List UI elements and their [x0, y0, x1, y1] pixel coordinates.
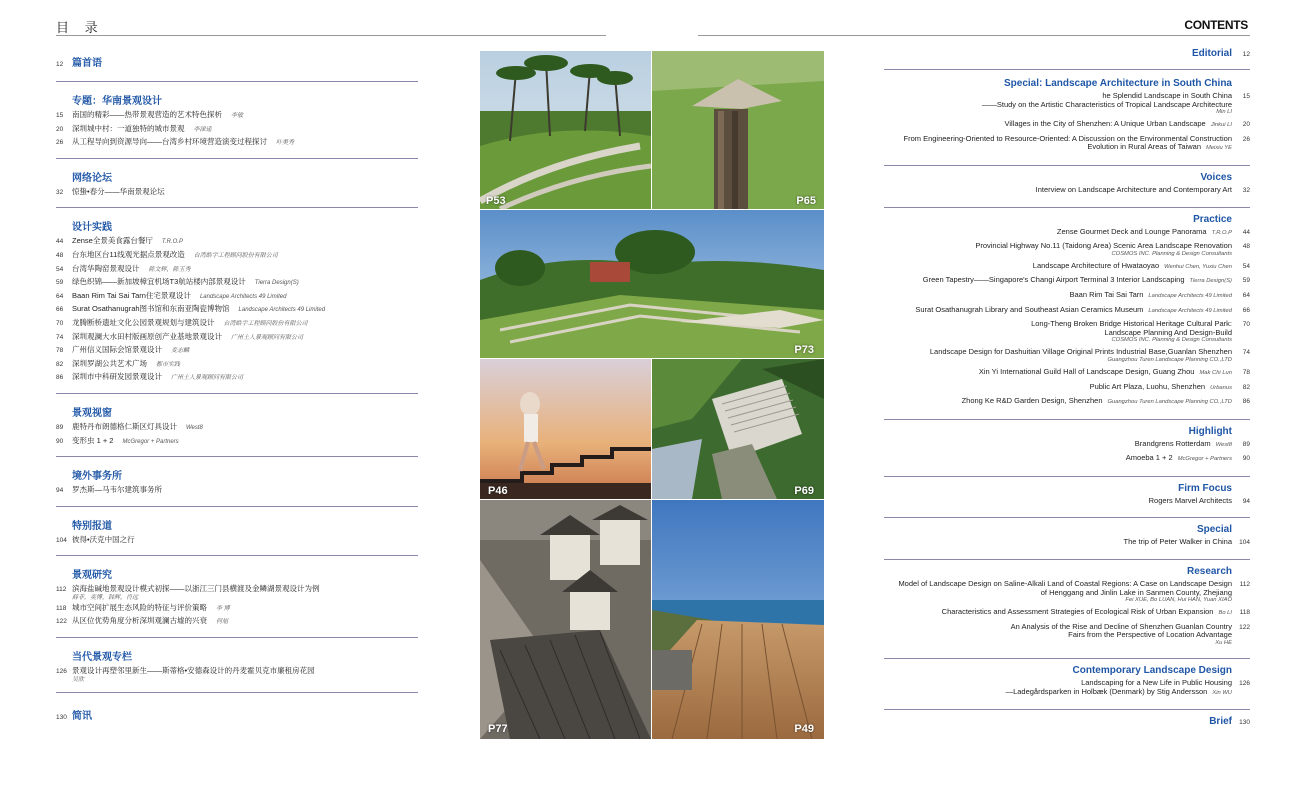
page-number: 74 — [56, 333, 64, 341]
entry-title: The trip of Peter Walker in China — [1123, 537, 1232, 547]
section-title: 景观视窗 — [72, 407, 112, 419]
page-number: 82 — [56, 360, 64, 368]
entry-title: Brandgrens Rotterdam — [1134, 438, 1211, 448]
entry-title: 从工程导向到资源导向——台湾乡村环境营造演变过程探讨 — [72, 137, 267, 147]
entry-title: 深圳城中村：一道独特的城市景观 — [72, 123, 185, 133]
page-number: 122 — [56, 618, 67, 626]
entry-author: 台湾皓宇工程顾问股份有限公司 — [193, 252, 278, 259]
entry-title-line — [1090, 383, 1232, 393]
toc-section-cn — [56, 648, 418, 693]
chinese-toc — [56, 48, 418, 734]
section-title: Firm Focus — [1178, 482, 1232, 494]
entry-title: Provincial Highway No.11 (Taidong Area) Scenic Area Landscape Renovation — [975, 241, 1232, 251]
toc-section-en — [884, 566, 1250, 659]
entry-title: —Ladegårdsparken in Holbæk (Denmark) by Stig Andersson — [1005, 686, 1208, 696]
entry-author: 吴欣 — [72, 676, 85, 683]
entry-title: Xin Yi International Guild Hall of Landscape Design, Guang Zhou — [978, 366, 1195, 376]
entry-title: Characteristics and Assessment Strategies of Ecological Risk of Urban Expansion — [941, 607, 1214, 617]
entry-title: Long-Theng Broken Bridge Historical Heritage Cultural Park: — [1031, 319, 1232, 329]
entry-author: West8 — [1215, 441, 1232, 448]
toc-entry-en — [884, 92, 1250, 115]
page-number: 15 — [1242, 93, 1250, 100]
entry-title-line — [1149, 497, 1232, 506]
page-number: 104 — [1239, 539, 1250, 547]
entry-title: Rogers Marvel Architects — [1148, 495, 1232, 505]
toc-entry-en — [884, 454, 1250, 464]
entry-title-line — [1031, 329, 1232, 338]
entry-text — [1123, 538, 1232, 547]
entry-title: 彼得•沃克中国之行 — [72, 534, 135, 544]
entry-author: COSMOS INC. Planning & Design Consultants — [1111, 250, 1232, 257]
section-title: 简讯 — [72, 710, 92, 722]
toc-entry-cn — [56, 235, 418, 249]
entry-title-line — [898, 589, 1232, 598]
section-title: Research — [1186, 566, 1232, 578]
entry-author: Meixiu YE — [1206, 145, 1232, 152]
entry-author: 广州土人景观顾问有限公司 — [231, 334, 304, 341]
entry-text — [1149, 497, 1232, 506]
toc-entry-en — [884, 120, 1250, 130]
entry-title-line — [1004, 120, 1232, 130]
section-title: 篇首语 — [72, 58, 102, 69]
toc-entry-en — [884, 306, 1250, 316]
toc-section-en — [884, 426, 1250, 477]
toc-entry-cn — [56, 421, 418, 435]
entry-text — [1036, 186, 1232, 195]
toc-entry-en — [884, 368, 1250, 378]
toc-entry-en — [884, 608, 1250, 618]
toc-entry-cn — [56, 484, 418, 498]
entry-text — [979, 368, 1232, 378]
entry-title-line — [975, 242, 1232, 251]
page-number: 15 — [56, 112, 64, 119]
entry-text — [1135, 440, 1232, 450]
header-rule-left — [56, 35, 606, 36]
entry-author: West8 — [186, 424, 203, 431]
entry-text — [962, 397, 1232, 407]
page-number: 89 — [1242, 440, 1250, 448]
toc-section-en — [884, 665, 1250, 710]
entry-title-line — [1126, 454, 1232, 464]
page-number: 64 — [56, 292, 64, 300]
photo-p73 — [480, 210, 824, 358]
page-number: 44 — [56, 238, 64, 246]
section-title: Brief — [1209, 716, 1232, 728]
entry-author: Mak Chi Lun — [1199, 369, 1232, 376]
toc-entry-en — [884, 538, 1250, 547]
entry-author: 叶美秀 — [276, 140, 295, 147]
section-title: Voices — [1200, 171, 1232, 183]
section-title: Contemporary Landscape Design — [1072, 665, 1232, 677]
page-number: 112 — [56, 586, 67, 594]
toc-entry-en — [884, 383, 1250, 393]
toc-entry-en — [884, 623, 1250, 646]
page-number: 94 — [1242, 497, 1250, 505]
photo-label: P49 — [794, 723, 814, 735]
entry-title: 深圳观澜大水田村版画原创产业基地景观设计 — [72, 331, 222, 341]
entry-author: 麦志麟 — [171, 348, 190, 355]
page-number: 32 — [56, 188, 64, 196]
entry-title: Villages in the City of Shenzhen: A Unique Urban Landscape — [1004, 119, 1206, 129]
page-number: 86 — [56, 374, 64, 382]
toc-entry-cn — [56, 109, 418, 123]
toc-entry-cn — [56, 276, 418, 290]
entry-title: From Engineering-Oriented to Resource-Oriented: A Discussion on the Environmental Construction — [903, 133, 1232, 143]
page-number: 66 — [1242, 306, 1250, 314]
entry-title: Landscape Planning And Design-Build — [1104, 327, 1232, 337]
toc-entry-cn — [56, 331, 418, 345]
photo-p65 — [652, 51, 824, 209]
photo-label: P69 — [794, 485, 814, 497]
entry-text — [915, 306, 1232, 316]
entry-author: 薛菲，奕博，韩辉，肖远 — [72, 594, 139, 601]
entry-title-line — [915, 306, 1232, 316]
entry-title: Landscape Design for Dashuitian Village Original Prints Industrial Base,Guanlan Shenzhen — [929, 347, 1232, 357]
photo-label: P73 — [794, 344, 814, 356]
entry-title: Interview on Landscape Architecture and Contemporary Art — [1035, 184, 1232, 194]
entry-author: 李津逵 — [193, 126, 212, 133]
toc-entry-en — [884, 320, 1250, 343]
entry-title: 台东地区台11线观光据点景观改造 — [72, 249, 185, 259]
entry-author: 广州土人景观顾问有限公司 — [171, 375, 244, 382]
page-number: 70 — [56, 319, 64, 327]
section-title: 设计实践 — [72, 222, 112, 234]
entry-title: 台湾华陶窑景观设计 — [72, 263, 140, 273]
entry-author: Jinkui LI — [1210, 122, 1232, 129]
toc-entry-cn — [56, 186, 418, 200]
toc-entry-cn — [56, 358, 418, 372]
toc-entry-en — [884, 580, 1250, 603]
toc-entry-cn — [56, 615, 418, 629]
entry-text — [982, 92, 1232, 115]
entry-author: 台湾皓宇工程顾问股份有限公司 — [223, 320, 308, 327]
entry-author: Urbanus — [1210, 384, 1232, 391]
entry-title: 绿色织锦——新加坡樟宜机场T3航站楼内部景观设计 — [72, 277, 246, 287]
entry-author: Xin WU — [1212, 689, 1232, 696]
section-title: 景观研究 — [72, 570, 112, 582]
toc-entry-cn — [56, 123, 418, 137]
entry-title: Model of Landscape Design on Saline-Alkali Land of Coastal Regions: A Case on Landscape Design — [898, 579, 1232, 589]
toc-section-cn — [56, 404, 418, 457]
section-title: 特别报道 — [72, 520, 112, 532]
toc-entry-cn — [56, 344, 418, 358]
page-number: 89 — [56, 423, 64, 431]
photo-label: P53 — [486, 195, 506, 207]
toc-section-cn — [56, 92, 418, 159]
entry-author: Landscape Architects 49 Limited — [1148, 307, 1232, 314]
toc-entry-en — [884, 397, 1250, 407]
entry-title-line — [1123, 538, 1232, 547]
page-number: 118 — [1239, 609, 1250, 617]
page-number: 70 — [1242, 321, 1250, 329]
entry-title: 惊蛰•春分——华南景观论坛 — [72, 186, 165, 196]
photo-label: P65 — [796, 195, 816, 207]
photo-label: P77 — [488, 723, 508, 735]
entry-author: Guangzhou Turen Landscape Planning CO.,LTD — [1107, 399, 1232, 406]
entry-author: 陈文辉，陈玉秀 — [148, 266, 191, 273]
section-title: 网络论坛 — [72, 172, 112, 184]
entry-title-line — [979, 368, 1232, 378]
entry-title: Zense Gourmet Deck and Lounge Panorama — [1056, 226, 1207, 236]
entry-title: Baan Rim Tai Sai Tarn住宅景观设计 — [72, 290, 191, 300]
entry-title-line — [1036, 186, 1232, 195]
entry-text — [923, 276, 1232, 286]
photo-p53 — [480, 51, 651, 209]
toc-entry-cn — [56, 249, 418, 263]
contents-header-en: CONTENTS — [1184, 18, 1248, 32]
entry-author: McGregor + Partners — [1177, 456, 1232, 463]
entry-title-line — [962, 397, 1232, 407]
page-number: 59 — [1242, 277, 1250, 285]
page-number: 112 — [1239, 581, 1250, 589]
section-title: 境外事务所 — [72, 471, 122, 483]
toc-section-en — [884, 483, 1250, 519]
entry-title: Landscape Architecture of Hwataoyao — [1032, 260, 1160, 270]
page-number: 12 — [1242, 51, 1250, 58]
entry-text — [1090, 383, 1232, 393]
entry-title-line — [1069, 291, 1232, 301]
section-title: 专题：华南景观设计 — [72, 96, 162, 107]
toc-section-cn — [56, 703, 418, 724]
toc-entry-en — [884, 497, 1250, 506]
entry-title-line — [904, 143, 1233, 153]
photo-collage — [480, 51, 824, 739]
page-number: 78 — [1242, 368, 1250, 376]
header-rule-right — [698, 35, 1250, 36]
entry-title: 变形虫 1 + 2 — [72, 435, 114, 445]
toc-section-en — [884, 78, 1250, 166]
entry-author: T.R.O.P — [161, 239, 183, 246]
toc-section-cn — [56, 218, 418, 394]
photo-p77 — [480, 500, 651, 739]
entry-author: 李敏 — [231, 113, 244, 119]
entry-text — [942, 608, 1232, 618]
entry-author: Fei XUE, Bo LUAN, Hui HAN, Yuan XIAO — [1125, 597, 1232, 604]
toc-section-heading-en — [884, 716, 1250, 727]
entry-title-line — [942, 608, 1232, 618]
entry-title-line — [1033, 262, 1232, 272]
toc-entry-en — [884, 242, 1250, 257]
page-number: 86 — [1242, 398, 1250, 406]
entry-text — [1033, 262, 1232, 272]
page-number: 82 — [1242, 383, 1250, 391]
page-number: 20 — [56, 125, 64, 133]
toc-entry-en — [884, 679, 1250, 697]
entry-author: T.R.O.P — [1211, 229, 1232, 236]
entry-text — [1057, 228, 1232, 238]
section-title: Highlight — [1188, 425, 1232, 437]
entry-title-line — [1135, 440, 1232, 450]
entry-title: Zhong Ke R&D Garden Design, Shenzhen — [961, 396, 1103, 406]
page-number: 44 — [1242, 228, 1250, 236]
page-number: 130 — [56, 713, 67, 721]
section-title: Practice — [1193, 213, 1232, 225]
entry-title: Landscaping for a New Life in Public Housing — [1081, 678, 1232, 688]
page-number: 66 — [56, 306, 64, 314]
entry-author: COSMOS INC. Planning & Design Consultants — [1111, 337, 1232, 344]
toc-entry-en — [884, 440, 1250, 450]
toc-section-en — [884, 172, 1250, 208]
page-number: 48 — [1242, 243, 1250, 251]
entry-title: 从区位优势角度分析深圳观澜古墟的兴衰 — [72, 616, 207, 626]
page-number: 104 — [56, 536, 67, 544]
entry-author: Bo LI — [1218, 610, 1232, 617]
toc-entry-en — [884, 276, 1250, 286]
entry-author: Landscape Architects 49 Limited — [238, 307, 326, 314]
section-title: Editorial — [1191, 48, 1232, 59]
entry-title: Zense全景美食露台餐厅 — [72, 236, 153, 246]
toc-section-cn — [56, 517, 418, 557]
page-number: 20 — [1242, 121, 1250, 129]
toc-section-heading-en — [884, 48, 1250, 59]
page-number: 126 — [1239, 680, 1250, 688]
entry-title: 龙腾断桥遗址文化公园景观规划与建筑设计 — [72, 317, 215, 327]
entry-title-line — [923, 276, 1232, 286]
entry-title: he Splendid Landscape in South China — [1102, 91, 1232, 100]
entry-title-line — [1057, 228, 1232, 238]
entry-title: An Analysis of the Rise and Decline of Shenzhen Guanlan Country — [1010, 621, 1232, 631]
entry-text — [1069, 291, 1232, 301]
page-number: 118 — [56, 604, 67, 612]
toc-entry-en — [884, 262, 1250, 272]
toc-entry-en — [884, 135, 1250, 153]
entry-text — [1006, 679, 1232, 697]
page-number: 130 — [1239, 719, 1250, 727]
toc-section-cn — [56, 169, 418, 209]
entry-author: 李 博 — [216, 605, 230, 612]
english-toc — [884, 48, 1250, 727]
toc-section-en — [884, 524, 1250, 560]
entry-author: Xu HE — [1215, 640, 1232, 647]
entry-title: Baan Rim Tai Sai Tarn — [1069, 289, 1144, 299]
toc-section-heading-cn — [56, 50, 418, 71]
entry-text — [1011, 623, 1232, 646]
entry-author: McGregor + Partners — [122, 438, 179, 445]
entry-title-line — [930, 348, 1232, 357]
entry-title-line — [982, 101, 1232, 110]
page-number: 26 — [56, 139, 64, 147]
entry-text — [1031, 320, 1232, 343]
toc-section-heading-cn — [56, 703, 418, 724]
toc-entry-cn — [56, 317, 418, 331]
entry-author: Guangzhou Turen Landscape Planning CO.,LTD — [1107, 356, 1232, 363]
entry-text — [930, 348, 1232, 363]
toc-entry-en — [884, 228, 1250, 238]
page-number: 54 — [1242, 262, 1250, 270]
entry-title: Green Tapestry——Singapore's Changi Airport Terminal 3 Interior Landscaping — [922, 275, 1185, 285]
toc-entry-en — [884, 186, 1250, 195]
photo-p46 — [480, 359, 651, 499]
entry-author: Min LI — [1216, 109, 1232, 116]
entry-text — [1004, 120, 1232, 130]
toc-entry-cn — [56, 435, 418, 449]
entry-title: ——Study on the Artistic Characteristics of Tropical Landscape Architecture — [981, 99, 1232, 109]
entry-author: Tierra Design(S) — [1189, 278, 1232, 285]
toc-entry-cn — [56, 263, 418, 277]
toc-entry-cn — [56, 303, 418, 317]
page-number: 78 — [56, 347, 64, 355]
toc-section-cn — [56, 50, 418, 82]
entry-title: Surat Osathanugrah图书馆和东南亚陶瓷博物馆 — [72, 304, 230, 314]
entry-title: 景观设计再塑邻里新生——斯蒂格•安德森设计的丹麦霍贝克市廉租房花园 — [72, 666, 315, 676]
page-number: 90 — [1242, 455, 1250, 463]
entry-title: 鹿特丹布朗德格仁斯区灯具设计 — [72, 421, 177, 431]
toc-section-cn — [56, 467, 418, 507]
contents-header-cn: 目 录 — [56, 20, 104, 35]
entry-title: 深圳市中科研发园景观设计 — [72, 372, 162, 382]
entry-title: 广州信义国际会馆景观设计 — [72, 345, 162, 355]
photo-label: P46 — [488, 485, 508, 497]
page-number: 122 — [1239, 623, 1250, 631]
page-number: 12 — [56, 61, 64, 68]
section-title: Special: Landscape Architecture in South China — [1003, 78, 1232, 89]
photo-p49 — [652, 500, 824, 739]
entry-text — [898, 580, 1232, 603]
toc-entry-cn — [56, 371, 418, 385]
entry-title: Surat Osathanugrah Library and Southeast Asian Ceramics Museum — [915, 304, 1144, 314]
entry-title: 城市空间扩展生态风险的特征与评价策略 — [72, 602, 207, 612]
entry-title: 深圳罗湖公共艺术广场 — [72, 358, 147, 368]
entry-author: Landscape Architects 49 Limited — [1148, 292, 1232, 299]
page-number: 54 — [56, 265, 64, 273]
page-number: 126 — [56, 668, 67, 676]
page-number: 26 — [1242, 135, 1250, 143]
page-number: 59 — [56, 279, 64, 287]
toc-entry-cn — [56, 534, 418, 548]
toc-section-en — [884, 214, 1250, 420]
photo-p69 — [652, 359, 824, 499]
page-number: 32 — [1242, 186, 1250, 194]
entry-author: 何旭 — [216, 619, 229, 626]
page-number: 94 — [56, 487, 64, 495]
entry-text — [904, 135, 1233, 153]
entry-author: Wenhui Chen, Yuxiu Chen — [1164, 263, 1232, 270]
section-title: 当代景观专栏 — [72, 652, 132, 664]
entry-text — [1126, 454, 1232, 464]
toc-entry-cn — [56, 136, 418, 150]
entry-title: Public Art Plaza, Luohu, Shenzhen — [1089, 381, 1206, 391]
entry-author: 都市实践 — [156, 361, 181, 368]
entry-title-line — [1006, 688, 1232, 698]
entry-title: of Henggang and Jinlin Lake in Sanmen County, Zhejiang — [1040, 587, 1232, 597]
entry-title: 罗杰斯—马韦尔建筑事务所 — [72, 485, 162, 495]
toc-entry-cn — [56, 290, 418, 304]
toc-section-cn — [56, 566, 418, 638]
page-number: 64 — [1242, 291, 1250, 299]
toc-section-en — [884, 716, 1250, 727]
toc-section-en — [884, 48, 1250, 70]
entry-title-line — [1011, 631, 1232, 640]
toc-entry-cn — [56, 602, 418, 616]
entry-author: Tierra Design(S) — [254, 280, 299, 287]
entry-title: Fairs from the Perspective of Location Advantage — [1068, 630, 1232, 640]
section-title: Special — [1196, 524, 1232, 536]
entry-title: Amoeba 1 + 2 — [1125, 453, 1173, 463]
entry-title: 南国的精彩——热带景观营造的艺术特色探析 — [72, 110, 222, 119]
entry-title: 滨海盐碱地景观设计模式初探——以浙江三门县横渡及金鳞湖景观设计为例 — [72, 584, 320, 594]
toc-entry-en — [884, 291, 1250, 301]
entry-text — [975, 242, 1232, 257]
page-number: 90 — [56, 437, 64, 445]
entry-author: Landscape Architects 49 Limited — [199, 293, 287, 300]
entry-title: Evolution in Rural Areas of Taiwan — [1087, 142, 1201, 152]
toc-entry-en — [884, 348, 1250, 363]
page-number: 74 — [1242, 349, 1250, 357]
page-number: 48 — [56, 251, 64, 259]
